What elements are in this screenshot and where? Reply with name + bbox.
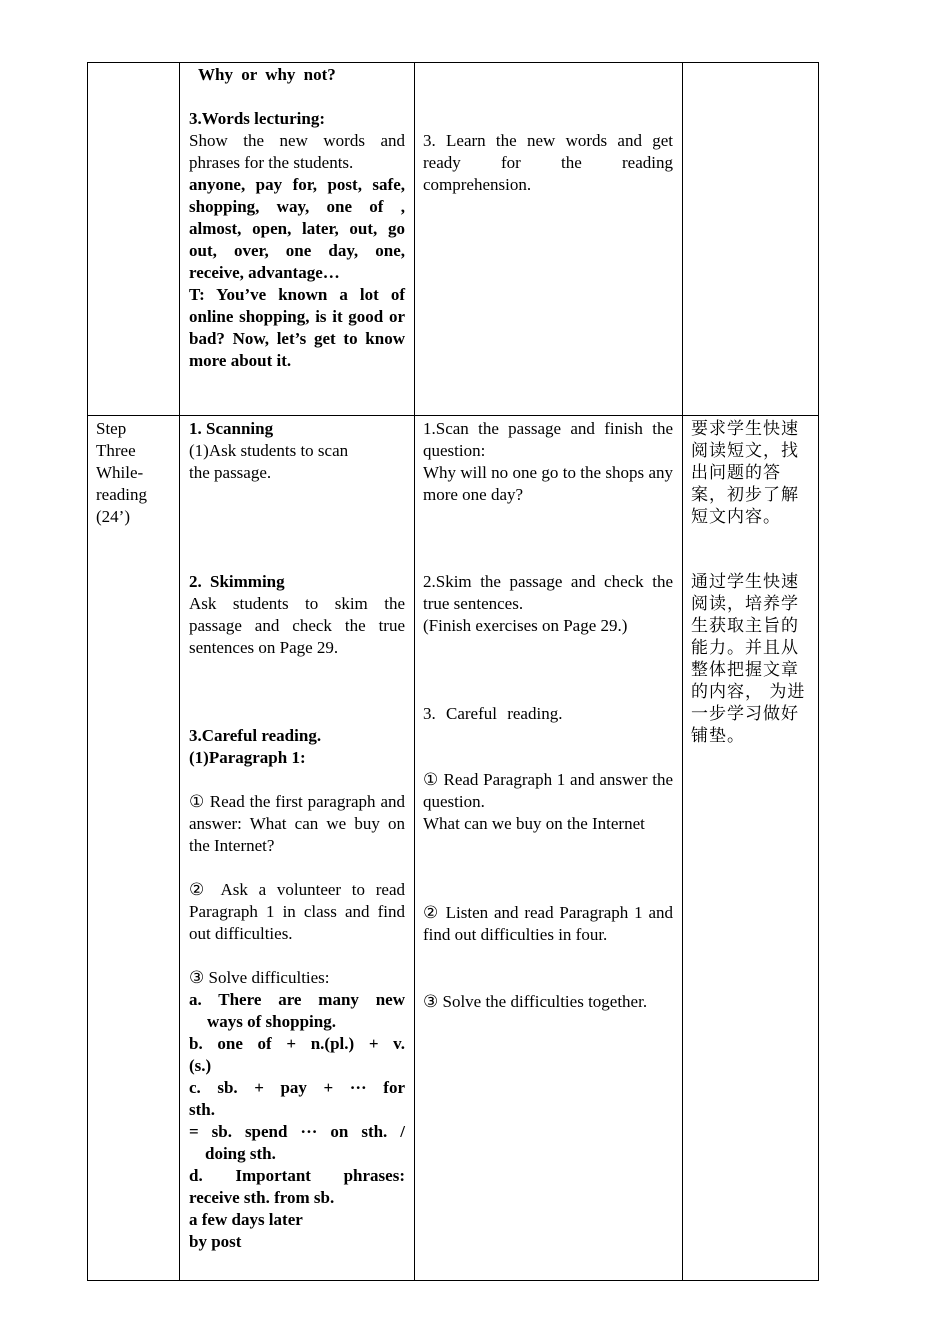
careful-step-1: ① Read the first paragraph and answer: What can we buy on the Internet? xyxy=(189,792,405,855)
scan-question: Why will no one go to the shops any more one day? xyxy=(423,463,673,504)
words-intro: Show the new words and phrases for the students. xyxy=(189,131,405,172)
step-three-label xyxy=(96,418,176,528)
design-note-1: 要求学生快速阅读短文，找出问题的答案，初步了解短文内容。 xyxy=(691,419,799,527)
row1-teacher-activity xyxy=(189,64,405,372)
table-border-bottom xyxy=(87,1280,819,1281)
step-line: (24’) xyxy=(96,507,130,526)
step-line: Step xyxy=(96,419,127,438)
listen-task: ② Listen and read Paragraph 1 and find out difficulties in four. xyxy=(423,903,673,944)
design-note-2: 通过学生快速阅读，培养学生获取主旨的能力。并且从整体把握文章的内容， 为进一步学习做好铺垫。 xyxy=(691,572,806,746)
teacher-transition: T: You’ve known a lot of online shopping, is it good or bad? Now, let’s get to know more about it. xyxy=(189,285,405,370)
careful-step-2: ② Ask a volunteer to read Paragraph 1 in class and find out difficulties. xyxy=(189,880,405,943)
column-divider-1 xyxy=(179,62,180,1281)
column-divider-2 xyxy=(414,62,415,1281)
skimming-section xyxy=(189,571,405,659)
language-point-line: sth. xyxy=(189,1100,215,1119)
paragraph1-activity xyxy=(423,769,673,835)
row1-student-activity xyxy=(423,130,673,196)
scan-task: 1.Scan the passage and finish the question: xyxy=(423,419,673,460)
language-point-line: doing sth. xyxy=(205,1144,276,1163)
paragraph1-question: What can we buy on the Internet xyxy=(423,814,645,833)
learn-words-activity: 3. Learn the new words and get ready for the reading comprehension. xyxy=(423,131,673,194)
language-point-line: a. There are many new xyxy=(189,990,405,1009)
language-point-line: a few days later xyxy=(189,1210,303,1229)
language-point-line: d. Important phrases: xyxy=(189,1166,405,1185)
paragraph1-task: ① Read Paragraph 1 and answer the question. xyxy=(423,770,673,811)
step-line: While- xyxy=(96,463,144,482)
paragraph-heading: (1)Paragraph 1: xyxy=(189,748,306,767)
paragraph1-listen xyxy=(423,902,673,946)
scanning-instruction: (1)Ask students to scan xyxy=(189,441,349,460)
row-divider xyxy=(87,415,819,416)
skim-activity xyxy=(423,571,673,637)
language-point-line: = sb. spend ··· on sth. / xyxy=(189,1122,405,1141)
table-border-left xyxy=(87,62,88,1281)
words-list: anyone, pay for, post, safe, shopping, way, one of , almost, open, later, out, go out, over, one day, one, receive, advantage… xyxy=(189,175,405,282)
step-line: Three xyxy=(96,441,136,460)
careful-task: 3. Careful reading. xyxy=(423,704,563,723)
careful-reading-heading: 3.Careful reading. xyxy=(189,726,322,745)
words-lecturing-heading: 3.Words lecturing: xyxy=(189,109,325,128)
column-divider-3 xyxy=(682,62,683,1281)
table-border-top xyxy=(87,62,819,63)
scan-activity xyxy=(423,418,673,506)
scanning-heading: 1. Scanning xyxy=(189,419,274,438)
language-point-line: c. sb. + pay + ··· for xyxy=(189,1078,405,1097)
language-point-line: by post xyxy=(189,1232,242,1251)
careful-activity xyxy=(423,703,673,725)
why-question: Why or why not? xyxy=(198,65,336,84)
language-point-line: receive sth. from sb. xyxy=(189,1188,335,1207)
skim-task: 2.Skim the passage and check the true sentences. xyxy=(423,572,673,613)
scanning-instruction: the passage. xyxy=(189,463,272,482)
table-border-right xyxy=(818,62,819,1281)
language-points xyxy=(189,989,405,1253)
careful-step-3: ③ Solve difficulties: xyxy=(189,968,330,987)
row2-teacher-activity xyxy=(189,418,405,484)
language-point-line: b. one of + n.(pl.) + v. xyxy=(189,1034,405,1053)
careful-reading-section xyxy=(189,725,405,1253)
step-line: reading xyxy=(96,485,147,504)
solve-task: ③ Solve the difficulties together. xyxy=(423,992,648,1011)
skimming-instruction: Ask students to skim the passage and check the true sentences on Page 29. xyxy=(189,594,405,657)
language-point-line: (s.) xyxy=(189,1056,212,1075)
solve-activity xyxy=(423,991,673,1013)
language-point-line: ways of shopping. xyxy=(207,1012,336,1031)
skimming-heading: 2. Skimming xyxy=(189,572,285,591)
skim-note: (Finish exercises on Page 29.) xyxy=(423,616,628,635)
